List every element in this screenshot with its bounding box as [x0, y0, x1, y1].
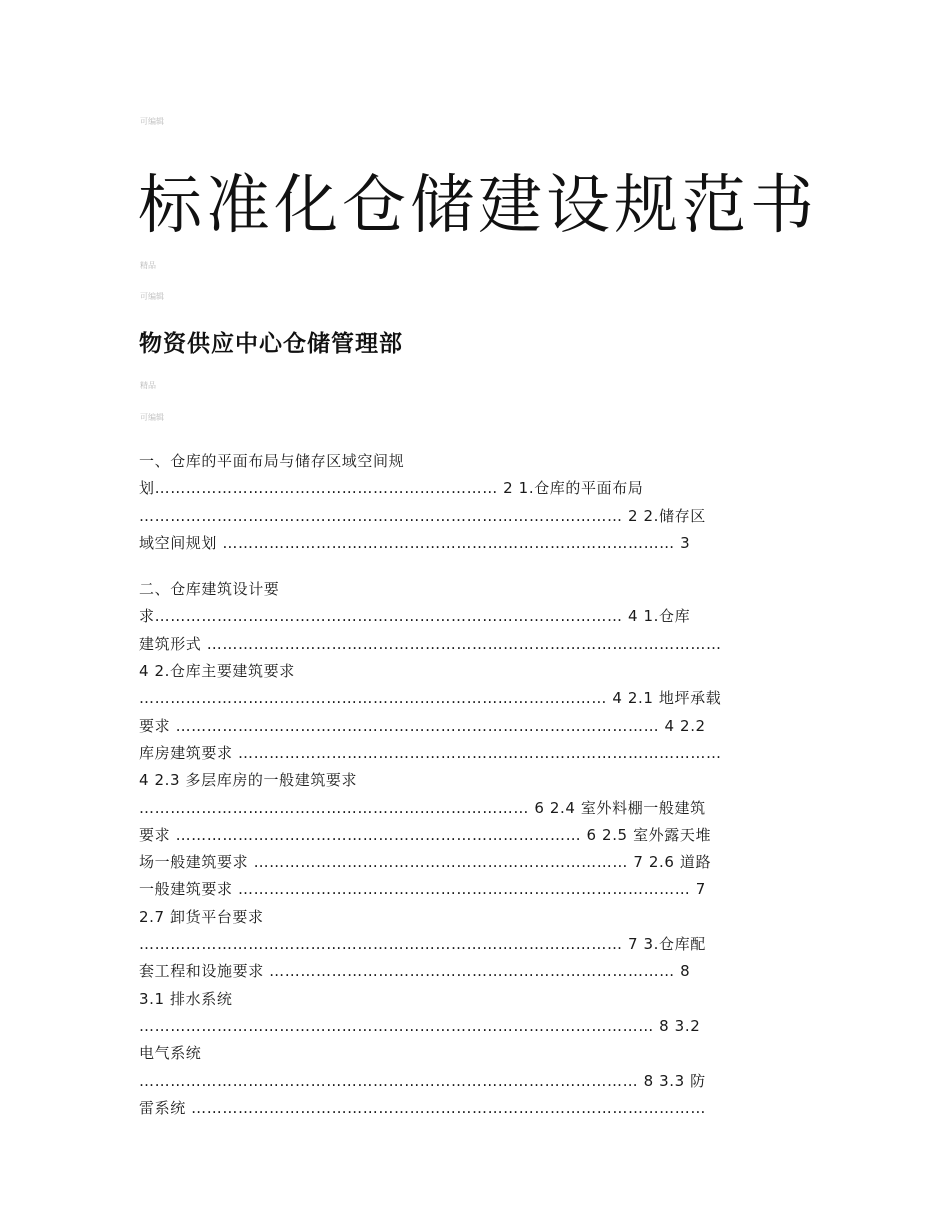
- toc-line[interactable]: 库房建筑要求 …………………………………………………………………………………: [139, 743, 722, 762]
- table-of-contents: [139, 448, 814, 1122]
- toc-line[interactable]: ……………………………………………………………………………………… 8 3.2: [139, 1016, 701, 1035]
- watermark-text: 精品: [140, 381, 156, 390]
- toc-line[interactable]: 二、仓库建筑设计要: [139, 580, 280, 599]
- watermark-text: 可编辑: [140, 292, 164, 301]
- toc-line[interactable]: 3.1 排水系统: [139, 989, 233, 1008]
- toc-line[interactable]: ………………………………………………………………… 6 2.4 室外料棚一般建筑: [139, 798, 706, 817]
- toc-line[interactable]: 2.7 卸货平台要求: [139, 907, 264, 926]
- toc-line[interactable]: …………………………………………………………………………………… 8 3.3 防: [139, 1071, 706, 1090]
- toc-line[interactable]: 求……………………………………………………………………………… 4 1.仓库: [139, 607, 691, 626]
- toc-line[interactable]: 要求 …………………………………………………………………… 6 2.5 室外露天堆: [139, 825, 712, 844]
- toc-line[interactable]: 建筑形式 ………………………………………………………………………………………: [139, 634, 722, 653]
- watermark-text: 精品: [140, 261, 156, 270]
- toc-line[interactable]: 4 2.仓库主要建筑要求: [139, 662, 295, 681]
- toc-line[interactable]: ……………………………………………………………………………… 4 2.1 地坪承载: [139, 689, 722, 708]
- toc-section-gap: [139, 557, 814, 576]
- toc-line[interactable]: 一、仓库的平面布局与储存区域空间规: [139, 452, 405, 470]
- toc-line[interactable]: 域空间规划 …………………………………………………………………………… 3: [139, 533, 691, 552]
- toc-line[interactable]: ………………………………………………………………………………… 7 3.仓库配: [139, 935, 706, 954]
- document-subtitle: 物资供应中心仓储管理部: [139, 331, 403, 357]
- toc-line[interactable]: 套工程和设施要求 …………………………………………………………………… 8: [139, 962, 691, 981]
- toc-line[interactable]: 场一般建筑要求 ……………………………………………………………… 7 2.6 道路: [139, 853, 712, 872]
- toc-line[interactable]: 雷系统 ………………………………………………………………………………………: [139, 1098, 706, 1117]
- toc-line[interactable]: 要求 ………………………………………………………………………………… 4 2.2: [139, 716, 706, 735]
- toc-line[interactable]: 电气系统: [139, 1044, 202, 1063]
- document-title: 标准化仓储建设规范书: [138, 169, 818, 243]
- toc-line[interactable]: 4 2.3 多层库房的一般建筑要求: [139, 771, 358, 790]
- toc-line[interactable]: 划………………………………………………………… 2 1.仓库的平面布局: [139, 479, 644, 498]
- watermark-text: 可编辑: [140, 413, 164, 422]
- toc-line[interactable]: ………………………………………………………………………………… 2 2.储存区: [139, 506, 706, 525]
- toc-line[interactable]: 一般建筑要求 …………………………………………………………………………… 7: [139, 880, 706, 899]
- watermark-text: 可编辑: [140, 117, 164, 126]
